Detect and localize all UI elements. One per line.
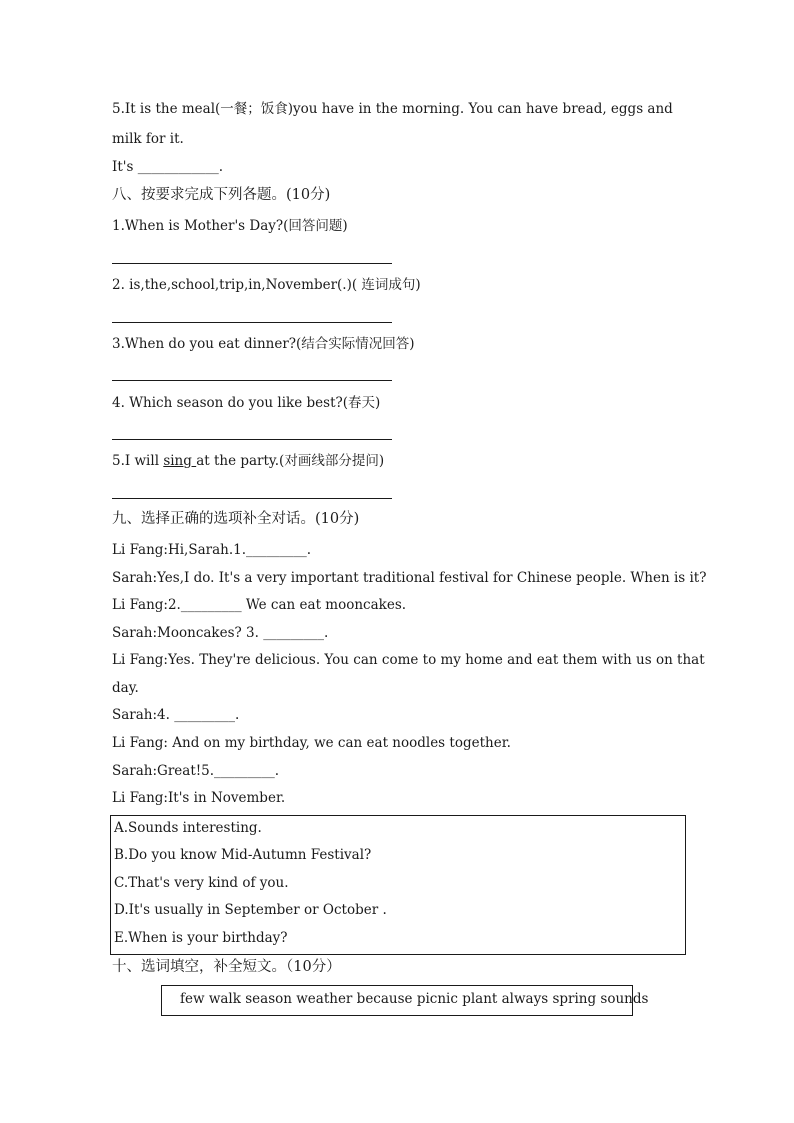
dialogue-line: Li Fang:Hi,Sarah.1._________. — [112, 542, 312, 558]
section8-q4: 4. Which season do you like best?(春天) — [112, 395, 381, 411]
answer-line — [112, 263, 392, 264]
options-box — [110, 815, 686, 955]
dialogue-line: Li Fang:It's in November. — [112, 790, 286, 806]
word-bank: few walk season weather because picnic plant always spring sounds — [180, 991, 649, 1007]
section7-q5-line2: milk for it. — [112, 131, 184, 147]
dialogue-line: Li Fang:2._________ We can eat mooncakes. — [112, 597, 407, 613]
section8-q1: 1.When is Mother's Day?(回答问题) — [112, 218, 348, 234]
dialogue-line: Sarah:Great!5._________. — [112, 763, 280, 779]
q5-underlined-word: sing — [163, 453, 197, 469]
answer-line — [112, 380, 392, 381]
section7-q5-answer: It's ____________. — [112, 159, 223, 175]
section8-q5 — [112, 452, 384, 470]
dialogue-line: day. — [112, 680, 139, 696]
option-d: D.It's usually in September or October . — [114, 902, 387, 918]
option-c: C.That's very kind of you. — [114, 875, 289, 891]
q5-suffix: at the party.(对画线部分提问) — [196, 453, 385, 469]
section7-q5-line1: 5.It is the meal(一餐；饭食)you have in the morning. You can have bread, eggs and — [112, 101, 673, 117]
section8-q3: 3.When do you eat dinner?(结合实际情况回答) — [112, 336, 415, 352]
dialogue-line: Sarah:Mooncakes? 3. _________. — [112, 625, 329, 641]
word-bank-box — [161, 985, 649, 1016]
dialogue-line: Li Fang: And on my birthday, we can eat noodles together. — [112, 735, 511, 751]
section10-heading: 十、选词填空，补全短文。（10分） — [112, 959, 341, 975]
dialogue-line: Li Fang:Yes. They're delicious. You can come to my home and eat them with us on that — [112, 652, 705, 668]
section8-heading: 八、按要求完成下列各题。(10分) — [112, 187, 331, 203]
dialogue-line: Sarah:Yes,I do. It's a very important traditional festival for Chinese people. When is it? — [112, 570, 707, 586]
answer-line — [112, 322, 392, 323]
option-b: B.Do you know Mid-Autumn Festival? — [114, 847, 372, 863]
option-e: E.When is your birthday? — [114, 930, 288, 946]
answer-line — [112, 498, 392, 499]
dialogue-line: Sarah:4. _________. — [112, 707, 240, 723]
answer-line — [112, 439, 392, 440]
option-a: A.Sounds interesting. — [114, 820, 262, 836]
q5-prefix: 5.I will — [112, 453, 164, 469]
section9-heading: 九、选择正确的选项补全对话。(10分) — [112, 511, 360, 527]
section8-q2: 2. is,the,school,trip,in,November(.)( 连词成句) — [112, 277, 421, 293]
